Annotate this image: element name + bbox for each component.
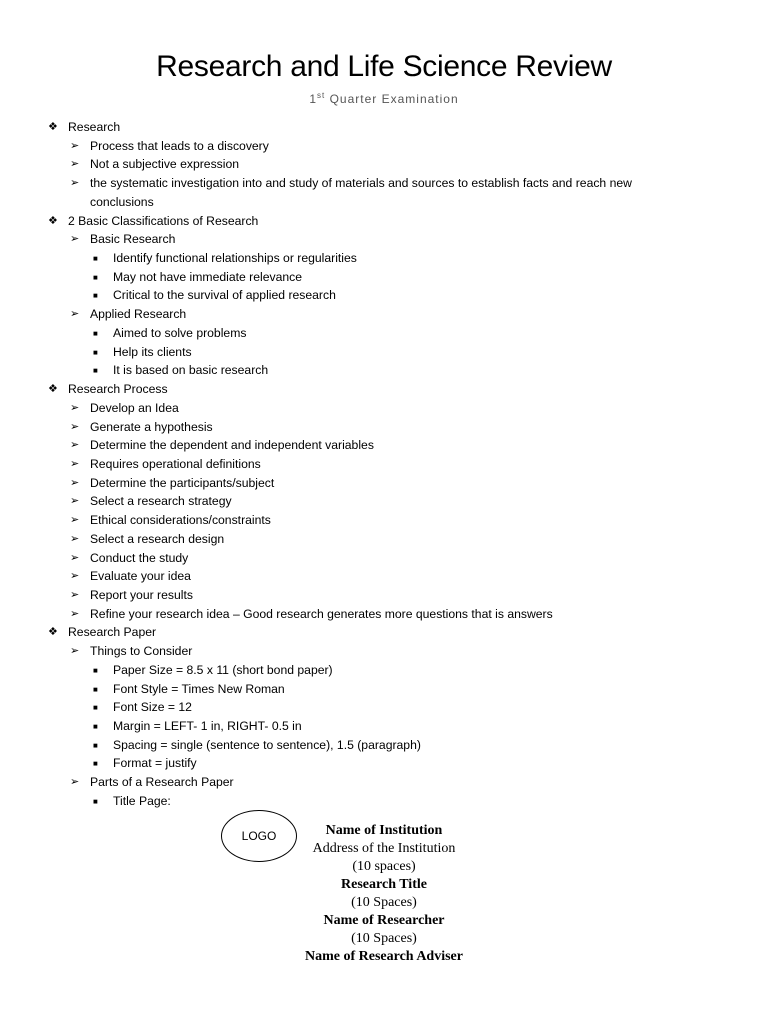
- outline-item: [93, 361, 268, 380]
- outline-item-text: Margin = LEFT- 1 in, RIGHT- 0.5 in: [113, 719, 302, 734]
- title-page-line: Research Title: [341, 877, 427, 892]
- outline-item-text: Font Style = Times New Roman: [113, 681, 285, 696]
- outline-item-text: Process that leads to a discovery: [90, 138, 269, 153]
- outline-item-text: Not a subjective expression: [90, 157, 240, 172]
- outline-item: [93, 268, 302, 287]
- arrow-bullet-icon: ➢: [70, 439, 80, 452]
- outline-item: [70, 399, 179, 418]
- arrow-bullet-icon: ➢: [70, 532, 80, 545]
- subtitle-rest: Quarter Examination: [325, 92, 459, 106]
- outline-item: [93, 249, 357, 268]
- arrow-bullet-icon: ➢: [70, 457, 80, 470]
- outline-item: [70, 418, 213, 437]
- outline-item: [70, 137, 269, 156]
- square-bullet-icon: ■: [93, 272, 98, 282]
- square-bullet-icon: ■: [93, 703, 98, 713]
- title-page-line: Address of the Institution: [312, 841, 456, 856]
- arrow-bullet-icon: ➢: [70, 158, 80, 171]
- square-bullet-icon: ■: [93, 722, 98, 732]
- outline-item: [48, 118, 120, 137]
- outline-item-text: Parts of a Research Paper: [90, 775, 234, 790]
- arrow-bullet-icon: ➢: [70, 570, 80, 583]
- outline-item-text: Determine the participants/subject: [90, 475, 275, 490]
- outline-item: [70, 305, 186, 324]
- outline-item: [93, 343, 192, 362]
- outline-item: [70, 474, 274, 493]
- square-bullet-icon: ■: [93, 796, 98, 806]
- outline-item-text: Generate a hypothesis: [90, 419, 213, 434]
- square-bullet-icon: ■: [93, 684, 98, 694]
- outline-item: [70, 155, 239, 174]
- outline-item-text: conclusions: [90, 194, 154, 209]
- arrow-bullet-icon: ➢: [70, 177, 80, 190]
- outline-item-text: Basic Research: [90, 232, 176, 247]
- outline-item: [48, 212, 258, 231]
- outline-item-text: Research Paper: [68, 625, 157, 640]
- outline-item-text: Applied Research: [90, 307, 187, 322]
- arrow-bullet-icon: ➢: [70, 645, 80, 658]
- outline-item: [70, 567, 191, 586]
- outline-item: [70, 605, 553, 624]
- outline-item-text: Conduct the study: [90, 550, 189, 565]
- title-page-line: Name of Institution: [325, 823, 443, 838]
- outline-item-text: Refine your research idea – Good research generates more questions that is answers: [90, 606, 553, 621]
- title-page-line: (10 Spaces): [351, 931, 417, 946]
- square-bullet-icon: ■: [93, 759, 98, 769]
- diamond-bullet-icon: ❖: [48, 121, 58, 133]
- outline-item: [90, 193, 154, 212]
- outline-item-text: Font Size = 12: [113, 700, 192, 715]
- arrow-bullet-icon: ➢: [70, 308, 80, 321]
- outline-item-text: Title Page:: [113, 793, 171, 808]
- outline-item-text: It is based on basic research: [113, 363, 269, 378]
- subtitle-suffix: st: [317, 91, 326, 100]
- arrow-bullet-icon: ➢: [70, 776, 80, 789]
- arrow-bullet-icon: ➢: [70, 607, 80, 620]
- outline-item: [70, 492, 232, 511]
- outline-item-text: Things to Consider: [90, 644, 193, 659]
- outline-item: [93, 792, 171, 811]
- arrow-bullet-icon: ➢: [70, 514, 80, 527]
- outline-item: [48, 380, 168, 399]
- outline-item: [48, 623, 156, 642]
- outline-item-text: Report your results: [90, 588, 193, 602]
- document-title: Research and Life Science Review: [156, 50, 612, 83]
- title-page-line: (10 spaces): [352, 859, 416, 874]
- arrow-bullet-icon: ➢: [70, 420, 80, 433]
- outline-item: [93, 717, 302, 736]
- outline-item: [70, 174, 632, 193]
- diamond-bullet-icon: ❖: [48, 383, 58, 396]
- outline-item: [70, 230, 175, 249]
- logo-label: LOGO: [241, 829, 277, 843]
- outline-item: [70, 511, 271, 530]
- outline-item-text: Requires operational definitions: [90, 456, 261, 471]
- title-page-line: Name of Researcher: [323, 913, 445, 928]
- outline-item-text: Spacing = single (sentence to sentence), 1.5 (paragraph): [113, 737, 421, 752]
- outline-item-text: Evaluate your idea: [90, 569, 191, 584]
- outline-item-text: Determine the dependent and independent variables: [90, 438, 374, 453]
- outline-item: [93, 680, 285, 699]
- outline-item: [70, 436, 374, 455]
- outline-item-text: Select a research strategy: [90, 494, 232, 509]
- outline-item-text: Research: [68, 120, 121, 134]
- title-page-line: (10 Spaces): [351, 895, 417, 910]
- square-bullet-icon: ■: [93, 254, 98, 264]
- square-bullet-icon: ■: [93, 291, 98, 301]
- square-bullet-icon: ■: [93, 740, 98, 750]
- outline-item: [93, 661, 333, 680]
- document-subtitle: [0, 91, 768, 106]
- diamond-bullet-icon: ❖: [48, 626, 58, 639]
- arrow-bullet-icon: ➢: [70, 401, 80, 414]
- outline-item: [93, 754, 197, 773]
- arrow-bullet-icon: ➢: [70, 495, 80, 508]
- square-bullet-icon: ■: [93, 347, 98, 357]
- outline-item-text: May not have immediate relevance: [113, 269, 303, 284]
- outline-item-text: Format = justify: [113, 756, 197, 771]
- subtitle-ordinal: 1: [309, 92, 318, 106]
- outline-item-text: Paper Size = 8.5 x 11 (short bond paper): [113, 662, 333, 677]
- outline-item-text: Research Process: [68, 382, 168, 397]
- square-bullet-icon: ■: [93, 665, 98, 675]
- outline-item-text: Ethical considerations/constraints: [90, 513, 271, 528]
- square-bullet-icon: ■: [93, 328, 98, 338]
- outline-item: [70, 586, 193, 605]
- outline-item: [70, 455, 261, 474]
- outline-item-text: Aimed to solve problems: [113, 325, 247, 340]
- outline-item-text: Critical to the survival of applied research: [113, 288, 336, 303]
- outline-item: [70, 773, 234, 792]
- outline-item-text: 2 Basic Classifications of Research: [68, 213, 259, 228]
- outline-item-text: Identify functional relationships or regularities: [113, 251, 357, 266]
- outline-item: [70, 530, 224, 549]
- outline-item: [93, 698, 192, 717]
- outline-item: [93, 286, 336, 305]
- outline-item-text: Select a research design: [90, 531, 225, 546]
- outline-item-text: Help its clients: [113, 344, 192, 359]
- outline-item: [70, 549, 188, 568]
- outline-item-text: the systematic investigation into and study of materials and sources to establish facts and reach new: [90, 176, 632, 191]
- arrow-bullet-icon: ➢: [70, 476, 80, 489]
- square-bullet-icon: ■: [93, 366, 98, 376]
- arrow-bullet-icon: ➢: [70, 551, 80, 564]
- outline-item: [93, 324, 246, 343]
- arrow-bullet-icon: ➢: [70, 589, 80, 601]
- outline-item: [93, 736, 421, 755]
- outline-item: [70, 642, 192, 661]
- outline-item-text: Develop an Idea: [90, 400, 179, 415]
- diamond-bullet-icon: ❖: [48, 214, 58, 227]
- title-page-line: Name of Research Adviser: [305, 949, 463, 964]
- arrow-bullet-icon: ➢: [70, 139, 80, 152]
- arrow-bullet-icon: ➢: [70, 233, 80, 246]
